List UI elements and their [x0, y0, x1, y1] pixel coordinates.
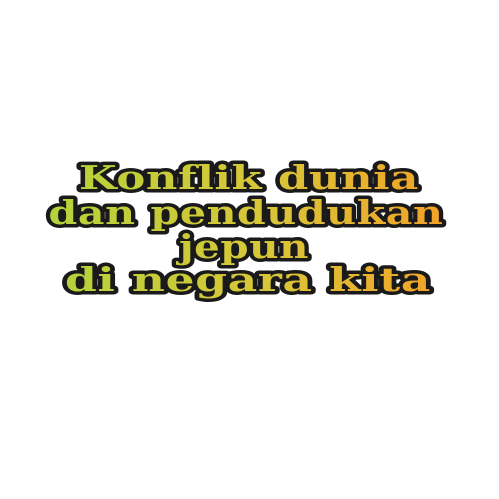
- title-line-1: Konflik dunia: [79, 158, 419, 197]
- title-line-3: jepun: [175, 227, 309, 266]
- title-line-4: di negara kita: [65, 260, 431, 299]
- title-line-2: dan pendudukan: [48, 193, 444, 232]
